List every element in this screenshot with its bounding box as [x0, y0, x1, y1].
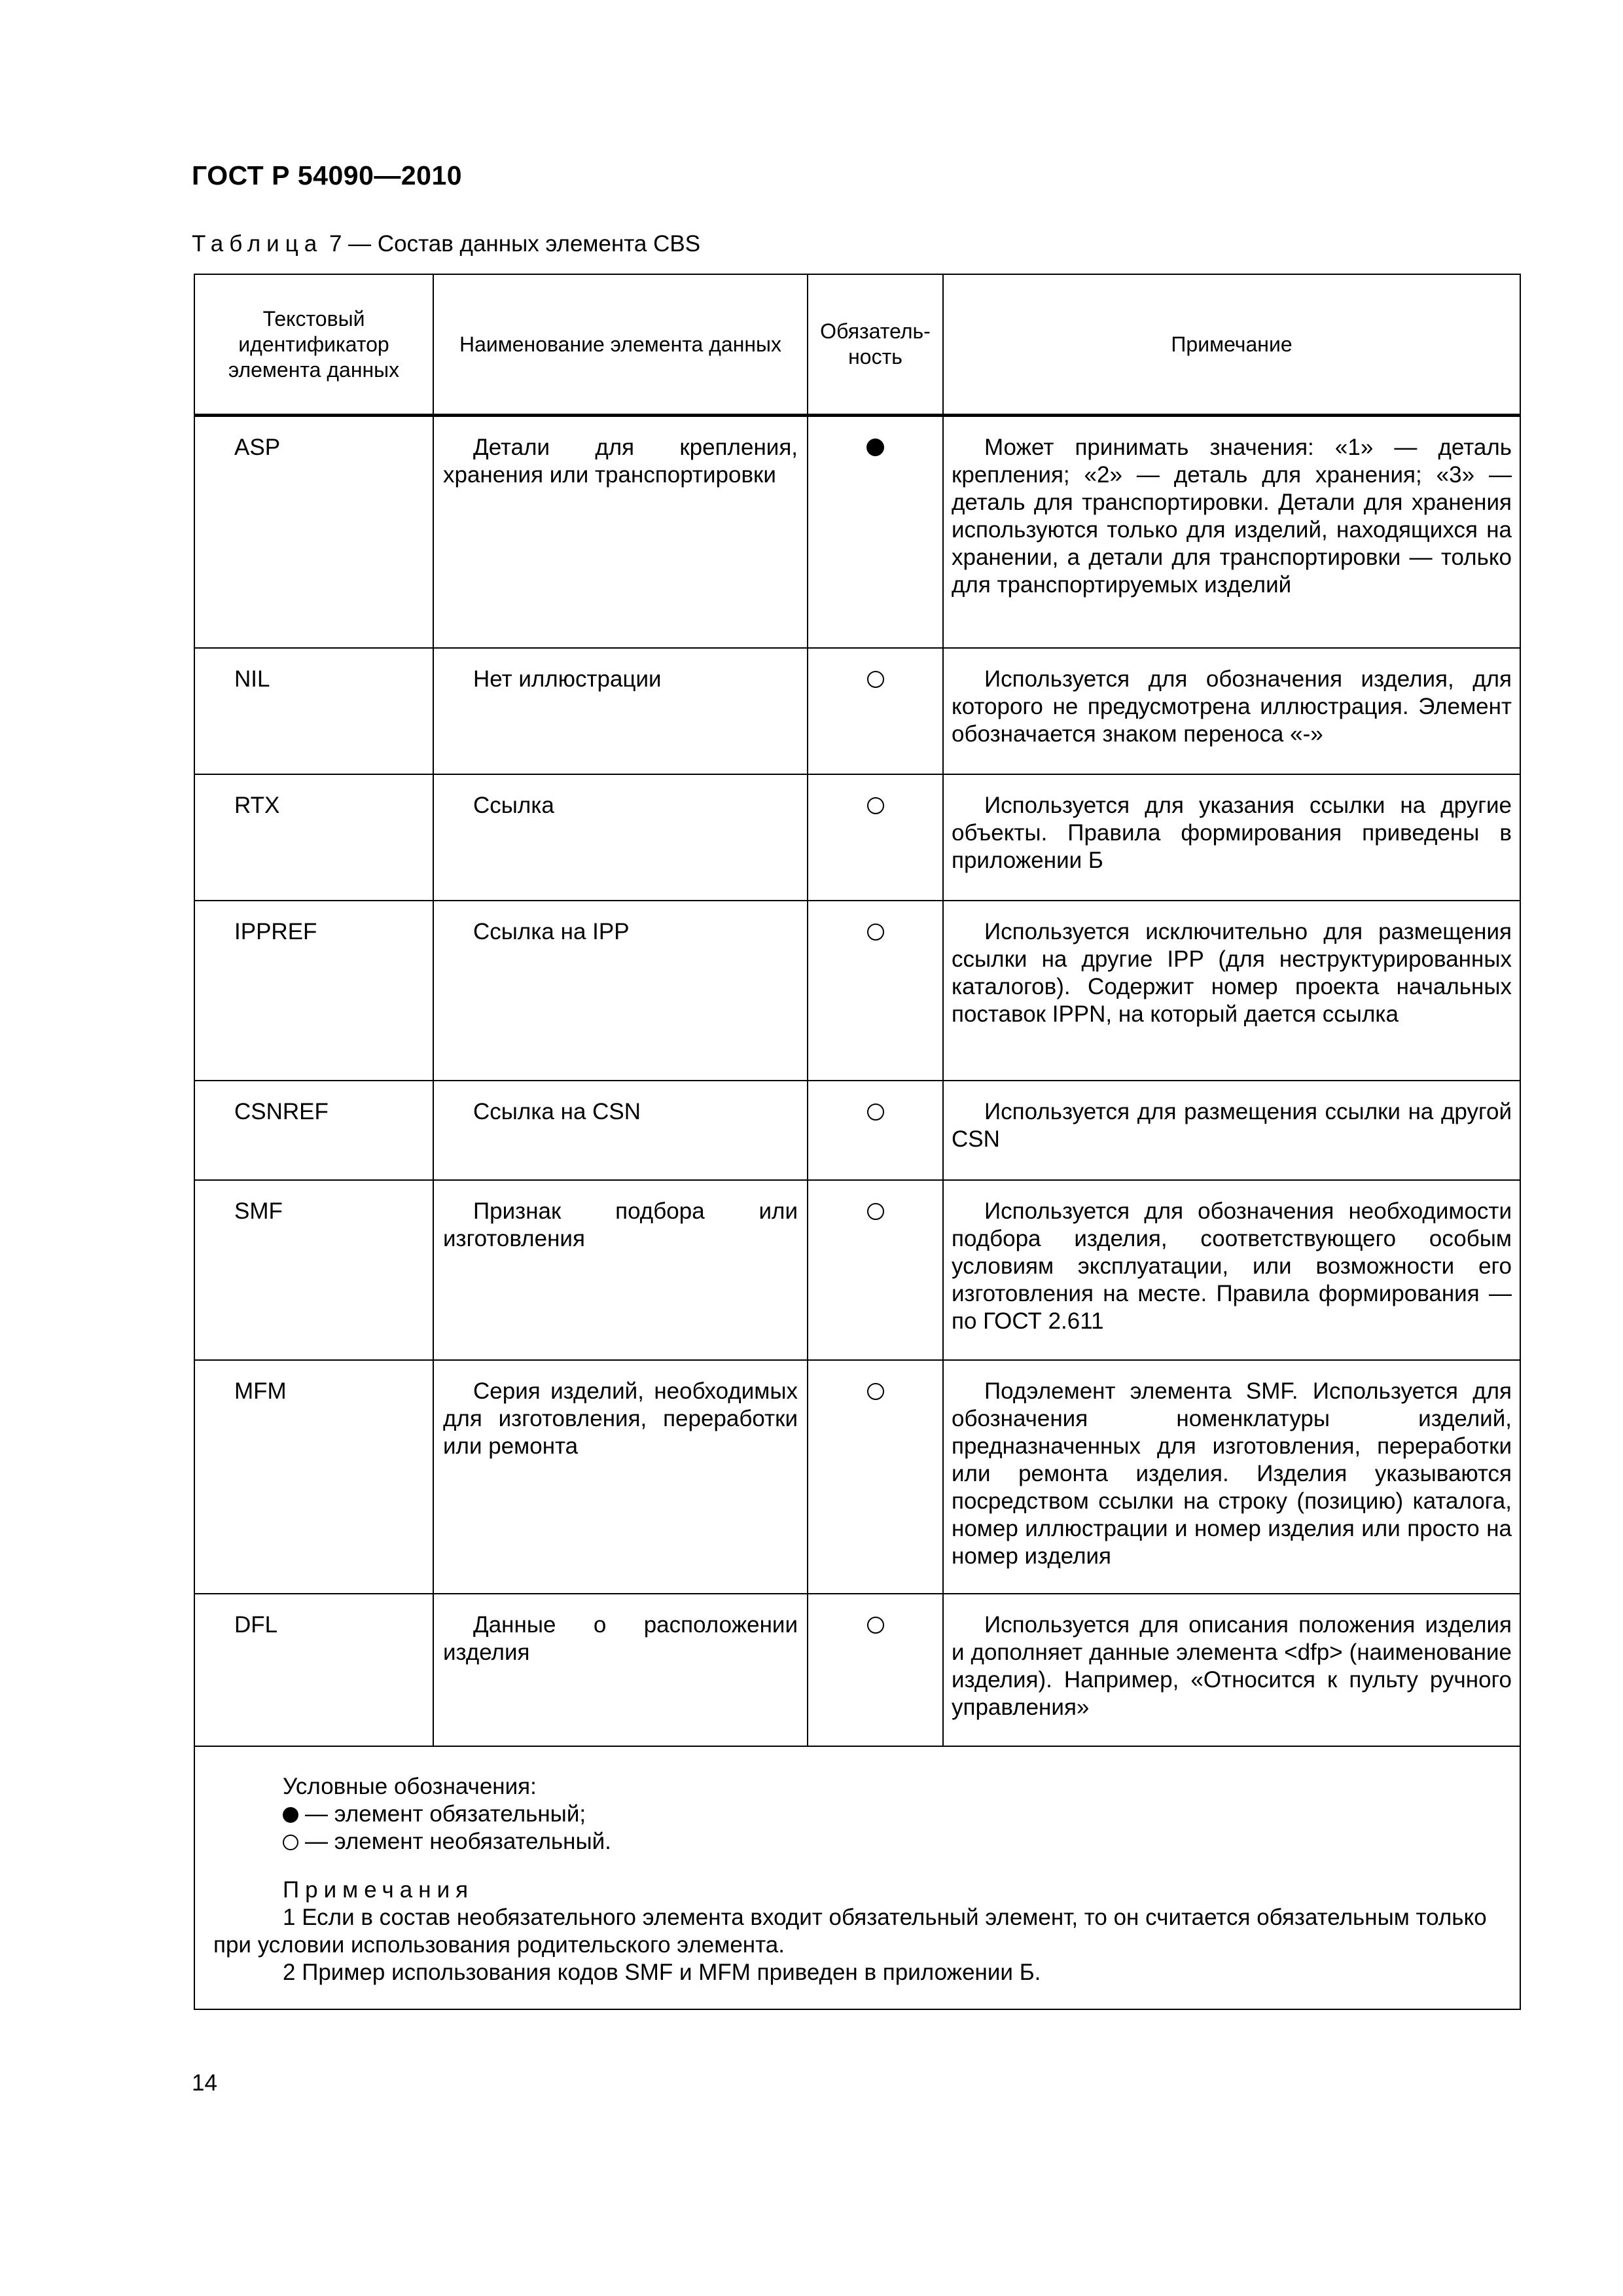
row-name: Ссылка	[433, 774, 808, 901]
optional-empty-circle-icon	[867, 1617, 884, 1634]
table-row	[194, 648, 1520, 774]
row-name: Ссылка на CSN	[433, 1081, 808, 1180]
document-header: ГОСТ Р 54090—2010	[192, 160, 463, 190]
optional-empty-circle-icon	[867, 797, 884, 814]
column-header-name: Наименование элемента данных	[433, 274, 808, 416]
legend-title: Условные обозначения:	[283, 1773, 537, 1799]
row-mandatory	[808, 1360, 943, 1594]
row-note: Подэлемент элемента SMF. Используется для обозначения номенклатуры изделий, предназначенных для изготовления, переработки или ремонта изделия. Изделия указываются посредством ссылки на строку (позицию) каталога, номер иллюстрации и номер изделия или просто на номер изделия	[943, 1360, 1520, 1594]
mandatory-filled-circle-icon	[866, 439, 884, 456]
column-header-identifier: Текстовый идентификатор элемента данных	[194, 274, 433, 416]
table-row	[194, 1081, 1520, 1180]
row-name: Ссылка на IPP	[433, 901, 808, 1081]
table-row	[194, 774, 1520, 901]
row-mandatory	[808, 416, 943, 648]
legend-mandatory-text: — элемент обязательный;	[305, 1801, 586, 1827]
cbs-data-table	[194, 274, 1521, 2010]
legend-optional-text: — элемент необязательный.	[305, 1828, 611, 1854]
row-note: Используется для обозначения изделия, для которого не предусмотрена иллюстрация. Элемент обозначается знаком переноса «-»	[943, 648, 1520, 774]
note-item: 1 Если в состав необязательного элемента входит обязательный элемент, то он считается обязательным только при условии использования родительского элемента.	[213, 1904, 1487, 1958]
row-identifier: ASP	[194, 416, 433, 648]
column-header-note: Примечание	[943, 274, 1520, 416]
optional-empty-circle-icon	[867, 1383, 884, 1400]
table-row	[194, 416, 1520, 648]
row-mandatory	[808, 1180, 943, 1360]
row-note: Используется для обозначения необходимости подбора изделия, соответствующего особым условиям эксплуатации, или возможности его изготовления на месте. Правила формирования — по ГОСТ 2.611	[943, 1180, 1520, 1360]
row-note: Используется для размещения ссылки на другой CSN	[943, 1081, 1520, 1180]
row-mandatory	[808, 648, 943, 774]
row-identifier: NIL	[194, 648, 433, 774]
row-name: Серия изделий, необходимых для изготовления, переработки или ремонта	[433, 1360, 808, 1594]
table-caption-text: 7 — Состав данных элемента CBS	[323, 231, 701, 257]
notes-title: Примечания	[283, 1876, 474, 1903]
row-name: Детали для крепления, хранения или транспортировки	[433, 416, 808, 648]
row-identifier: DFL	[194, 1594, 433, 1746]
row-note: Используется для указания ссылки на другие объекты. Правила формирования приведены в приложении Б	[943, 774, 1520, 901]
row-identifier: SMF	[194, 1180, 433, 1360]
row-note: Используется исключительно для размещения ссылки на другие IPP (для неструктурированных каталогов). Содержит номер проекта начальных поставок IPPN, на который дается ссылка	[943, 901, 1520, 1081]
optional-empty-circle-icon	[867, 1103, 884, 1121]
note-item: 2 Пример использования кодов SMF и MFM приведен в приложении Б.	[283, 1959, 1041, 1985]
legend-item-optional	[213, 1828, 1504, 1856]
row-identifier: RTX	[194, 774, 433, 901]
table-row	[194, 1360, 1520, 1594]
table-caption	[192, 231, 700, 257]
row-identifier: IPPREF	[194, 901, 433, 1081]
legend-item-mandatory	[213, 1801, 1504, 1828]
optional-empty-circle-icon	[867, 1203, 884, 1220]
row-mandatory	[808, 774, 943, 901]
table-row	[194, 1180, 1520, 1360]
row-note: Может принимать значения: «1» — деталь крепления; «2» — деталь для хранения; «3» — деталь для транспортировки. Детали для хранения используются только для изделий, находящихся на хранении, а детали для транспортировки — только для транспортируемых изделий	[943, 416, 1520, 648]
page-number: 14	[192, 2070, 217, 2096]
row-name: Данные о расположении изделия	[433, 1594, 808, 1746]
optional-empty-circle-icon	[867, 924, 884, 941]
row-mandatory	[808, 1594, 943, 1746]
table-row	[194, 901, 1520, 1081]
column-header-mandatory: Обязатель-ность	[808, 274, 943, 416]
optional-empty-circle-icon	[283, 1835, 298, 1850]
table-row	[194, 1594, 1520, 1746]
row-mandatory	[808, 901, 943, 1081]
mandatory-filled-circle-icon	[283, 1807, 298, 1823]
table-header-row	[194, 274, 1520, 416]
optional-empty-circle-icon	[867, 671, 884, 688]
table-caption-label: Таблица	[192, 231, 323, 257]
row-note: Используется для описания положения изделия и дополняет данные элемента <dfp> (наименование изделия). Например, «Относится к пульту ручного управления»	[943, 1594, 1520, 1746]
table-legend-row	[194, 1746, 1520, 2009]
row-name: Признак подбора или изготовления	[433, 1180, 808, 1360]
row-identifier: MFM	[194, 1360, 433, 1594]
row-mandatory	[808, 1081, 943, 1180]
row-identifier: CSNREF	[194, 1081, 433, 1180]
legend-and-notes-cell	[194, 1746, 1520, 2009]
row-name: Нет иллюстрации	[433, 648, 808, 774]
